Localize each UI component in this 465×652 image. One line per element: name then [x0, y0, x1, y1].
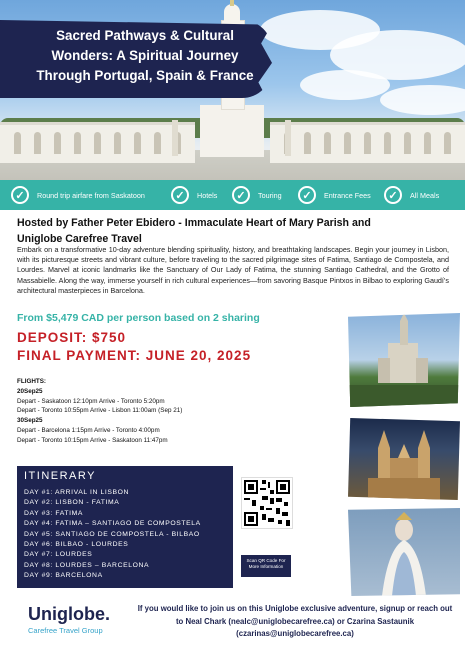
check-circle-icon: ✓ — [171, 186, 189, 204]
feature-label: Touring — [258, 190, 282, 200]
itinerary-day: DAY #9: BARCELONA — [24, 572, 103, 580]
cta-line: (czarinas@uniglobecarefree.ca) — [236, 629, 354, 638]
itinerary-day: DAY #7: LOURDES — [24, 551, 93, 559]
itinerary-day: DAY #4: FATIMA – SANTIAGO DE COMPOSTELA — [24, 520, 201, 528]
contact-cta — [130, 603, 460, 641]
final-payment-text: FINAL PAYMENT: JUNE 20, 2025 — [17, 348, 252, 363]
itinerary-day: DAY #3: FATIMA — [24, 509, 84, 517]
flight-leg: Depart - Saskatoon 12:10pm Arrive - Toronto 5:20pm — [17, 397, 165, 405]
host-line: Hosted by Father Peter Ebidero - Immaculate Heart of Mary Parish and — [17, 217, 371, 229]
feature-label: Entrance Fees — [324, 190, 371, 200]
flights-heading: FLIGHTS: — [17, 378, 47, 385]
flight-leg: Depart - Toronto 10:15pm Arrive - Saskatoon 11:47pm — [17, 436, 168, 444]
itinerary-day: DAY #6: BILBAO - LOURDES — [24, 541, 129, 549]
qr-code-icon — [242, 478, 292, 528]
host-line: Uniglobe Carefree Travel — [17, 233, 142, 245]
santiago-cathedral-photo — [348, 418, 460, 500]
feature-label: All Meals — [410, 190, 440, 200]
host-heading — [17, 215, 457, 247]
qr-caption: Scan QR Code For More Information — [241, 555, 291, 577]
check-circle-icon: ✓ — [232, 186, 250, 204]
deposit-text: DEPOSIT: $750 — [17, 330, 127, 345]
feature-airfare — [11, 185, 145, 205]
flight-date: 20Sep25 — [17, 387, 43, 395]
feature-all-meals — [384, 185, 439, 205]
flight-leg: Depart - Barcelona 1:15pm Arrive - Toronto 4:00pm — [17, 426, 160, 434]
itinerary-day: DAY #2: LISBON - FATIMA — [24, 499, 120, 507]
intro-paragraph: Embark on a transformative 10-day adventure blending spirituality, history, and breathtaking landscapes. Begin your journey in Lisbon, with its picturesque streets and vibrant culture, before traveling to the sacred pilgrimage sites of Fatima, Santiago de Compostela, and Lourdes. Marvel at iconic landmarks like the Sanctuary of Our Lady of Fatima, the stunning Santiago Cathedral, and the Grotto of Massabielle. Along the way, immerse yourself in rich cultural experiences—from savoring Basque Pintxos in Bilbao to exploring Gaudí’s architectural masterpieces in Barcelona. — [17, 245, 449, 295]
uniglobe-logo-subtitle: Carefree Travel Group — [28, 626, 103, 635]
cta-line: to Neal Chark (nealc@uniglobecarefree.ca) or Czarina Sastaunik — [175, 616, 415, 626]
title-line: Wonders: A Spiritual Journey — [51, 48, 239, 63]
flight-date: 30Sep25 — [17, 417, 43, 425]
cta-line: If you would like to join us on this Uniglobe exclusive adventure, signup or reach out — [137, 604, 453, 613]
itinerary-day: DAY #1: ARRIVAL IN LISBON — [24, 489, 130, 496]
uniglobe-logo: Uniglobe. — [28, 604, 110, 624]
check-circle-icon: ✓ — [298, 186, 316, 204]
feature-entrance-fees — [298, 185, 371, 205]
virgin-mary-statue-photo — [348, 508, 460, 596]
flight-leg: Depart - Toronto 10:55pm Arrive - Lisbon 11:00am (Sep 21) — [17, 407, 183, 415]
flights-section — [17, 377, 182, 446]
feature-hotels — [171, 185, 217, 205]
itinerary-day: DAY #5: SANTIAGO DE COMPOSTELA - BILBAO — [24, 530, 200, 538]
check-circle-icon: ✓ — [384, 186, 402, 204]
price-text: From $5,479 CAD per person based on 2 sharing — [17, 312, 260, 324]
itinerary-box — [17, 466, 233, 588]
feature-touring — [232, 185, 282, 205]
page-title — [14, 26, 276, 86]
itinerary-list — [24, 488, 201, 582]
feature-label: Round trip airfare from Saskatoon — [37, 190, 145, 200]
check-circle-icon: ✓ — [11, 186, 29, 204]
itinerary-title: ITINERARY — [24, 470, 96, 482]
itinerary-day: DAY #8: LOURDES – BARCELONA — [24, 561, 150, 569]
lourdes-basilica-photo — [348, 313, 460, 407]
qr-code[interactable] — [241, 477, 293, 529]
title-line: Sacred Pathways & Cultural — [56, 28, 234, 43]
title-line: Through Portugal, Spain & France — [36, 68, 254, 83]
feature-label: Hotels — [197, 190, 218, 200]
